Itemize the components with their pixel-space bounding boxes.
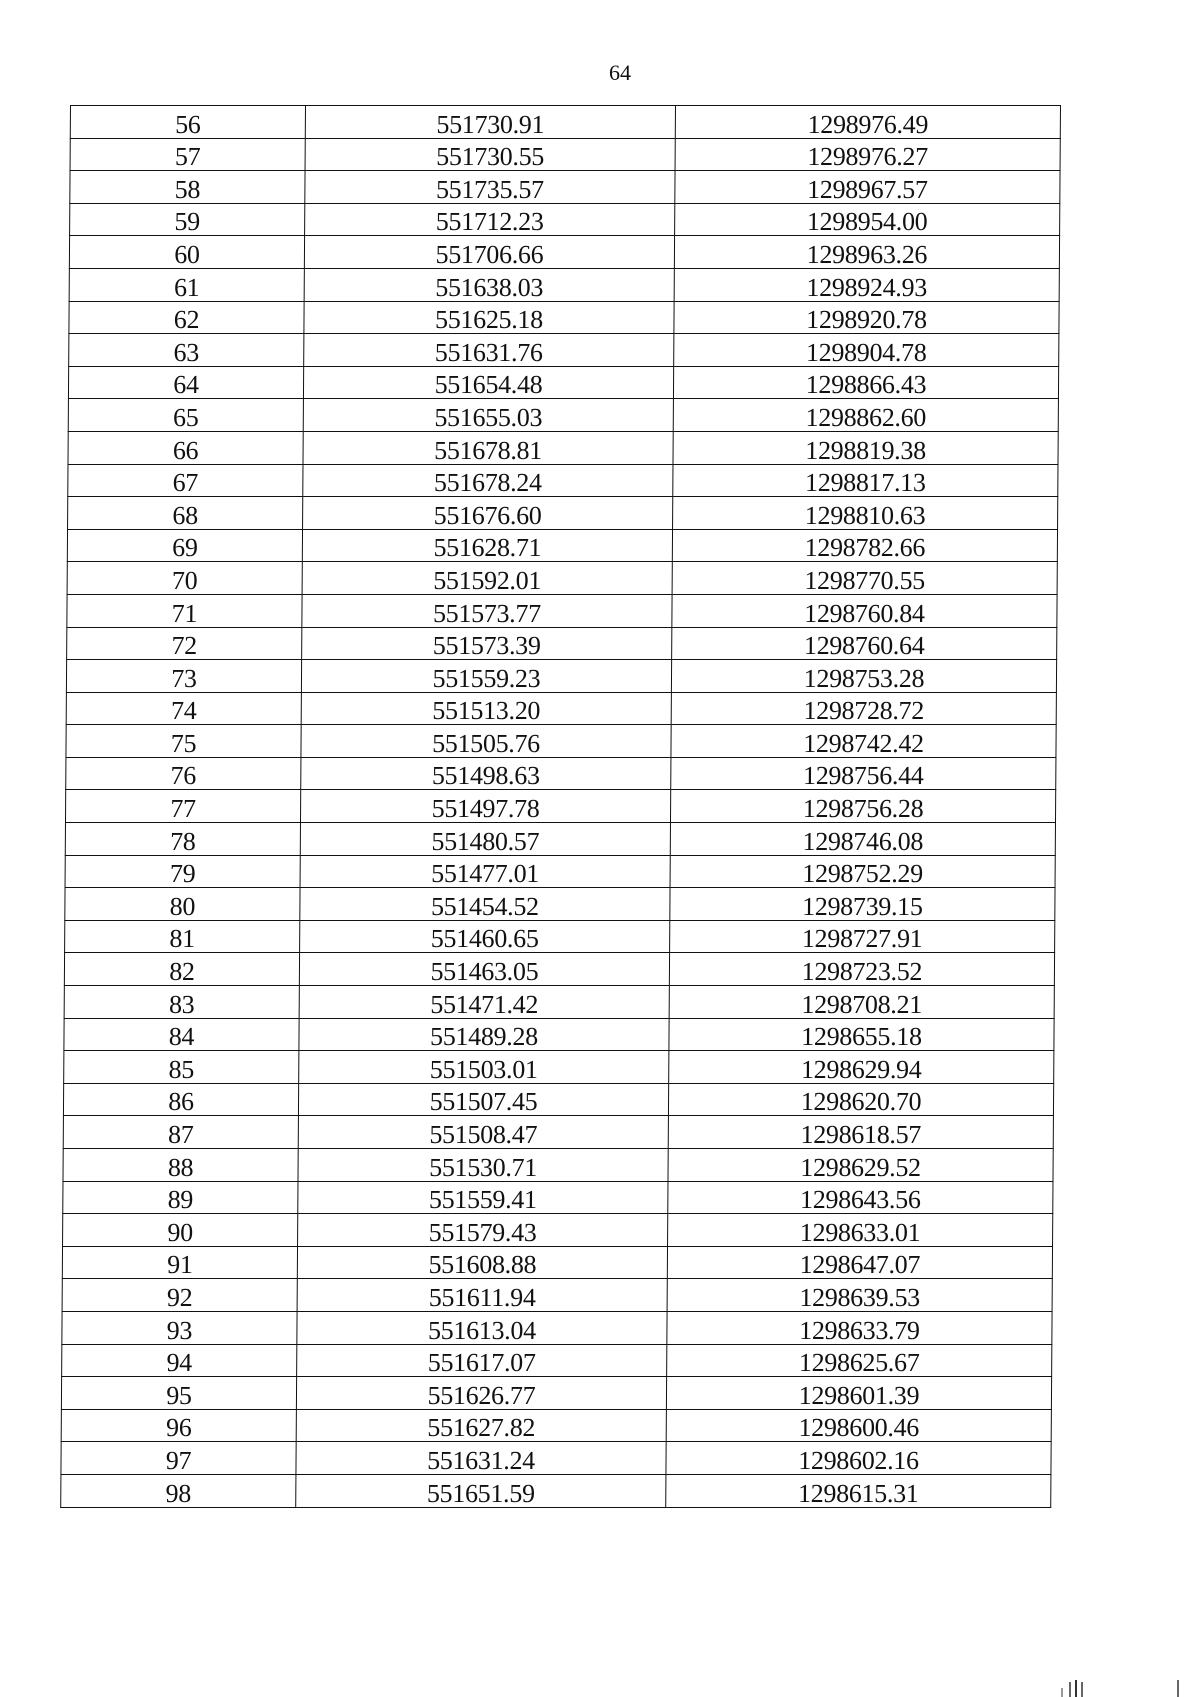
point-number-cell: 95 [61, 1377, 296, 1410]
point-number-cell: 97 [61, 1442, 296, 1475]
table-row [67, 594, 1057, 627]
x-coordinate-cell: 551503.01 [299, 1051, 669, 1084]
x-coordinate-cell: 551530.71 [298, 1149, 668, 1182]
table-row [68, 431, 1058, 464]
y-coordinate-cell: 1298760.64 [672, 627, 1057, 660]
table-row [62, 1279, 1052, 1312]
y-coordinate-cell: 1298760.84 [672, 594, 1057, 627]
y-coordinate-cell: 1298602.16 [666, 1442, 1051, 1475]
point-number-cell: 85 [64, 1051, 299, 1084]
table-row [65, 920, 1055, 953]
y-coordinate-cell: 1298819.38 [673, 431, 1058, 464]
point-number-cell: 82 [64, 953, 299, 986]
y-coordinate-cell: 1298708.21 [669, 986, 1054, 1019]
table-row [61, 1409, 1051, 1442]
y-coordinate-cell: 1298746.08 [670, 823, 1055, 856]
x-coordinate-cell: 551678.24 [303, 464, 673, 497]
x-coordinate-cell: 551508.47 [298, 1116, 668, 1149]
table-row [62, 1311, 1052, 1344]
point-number-cell: 77 [65, 790, 300, 823]
y-coordinate-cell: 1298618.57 [668, 1116, 1053, 1149]
table-row [63, 1214, 1053, 1247]
point-number-cell: 87 [63, 1116, 298, 1149]
table-row [61, 1377, 1051, 1410]
table-row [68, 464, 1058, 497]
table-row [64, 953, 1054, 986]
x-coordinate-cell: 551631.76 [304, 334, 674, 367]
table-row [68, 399, 1058, 432]
y-coordinate-cell: 1298866.43 [673, 366, 1058, 399]
table-row [68, 366, 1058, 399]
y-coordinate-cell: 1298924.93 [674, 268, 1059, 301]
point-number-cell: 65 [68, 399, 303, 432]
table-row [69, 236, 1059, 269]
point-number-cell: 75 [66, 725, 301, 758]
point-number-cell: 81 [65, 920, 300, 953]
x-coordinate-cell: 551638.03 [304, 268, 674, 301]
x-coordinate-cell: 551608.88 [297, 1246, 667, 1279]
x-coordinate-cell: 551730.55 [305, 138, 675, 171]
y-coordinate-cell: 1298954.00 [675, 203, 1060, 236]
x-coordinate-cell: 551625.18 [304, 301, 674, 334]
table-row [66, 725, 1056, 758]
x-coordinate-cell: 551651.59 [296, 1474, 666, 1507]
point-number-cell: 92 [62, 1279, 297, 1312]
table-row [64, 986, 1054, 1019]
x-coordinate-cell: 551678.81 [303, 431, 673, 464]
y-coordinate-cell: 1298976.27 [675, 138, 1060, 171]
point-number-cell: 96 [61, 1409, 296, 1442]
point-number-cell: 78 [65, 823, 300, 856]
page-number: 64 [609, 60, 631, 85]
table-row [69, 301, 1059, 334]
x-coordinate-cell: 551655.03 [303, 399, 673, 432]
y-coordinate-cell: 1298600.46 [666, 1409, 1051, 1442]
table-row [66, 757, 1056, 790]
x-coordinate-cell: 551480.57 [300, 823, 670, 856]
y-coordinate-cell: 1298727.91 [670, 920, 1055, 953]
table-row [64, 1051, 1054, 1084]
table-row [65, 855, 1055, 888]
table-row [68, 497, 1058, 530]
point-number-cell: 73 [66, 660, 301, 693]
y-coordinate-cell: 1298752.29 [670, 855, 1055, 888]
table-row [65, 888, 1055, 921]
x-coordinate-cell: 551735.57 [305, 171, 675, 204]
table-row [63, 1083, 1053, 1116]
x-coordinate-cell: 551489.28 [299, 1018, 669, 1051]
y-coordinate-cell: 1298810.63 [673, 497, 1058, 530]
coordinate-table-body [61, 106, 1061, 1508]
point-number-cell: 89 [63, 1181, 298, 1214]
x-coordinate-cell: 551513.20 [301, 692, 671, 725]
table-row [70, 106, 1060, 139]
point-number-cell: 71 [67, 594, 302, 627]
y-coordinate-cell: 1298728.72 [671, 692, 1056, 725]
table-row [63, 1149, 1053, 1182]
point-number-cell: 91 [62, 1246, 297, 1279]
point-number-cell: 98 [61, 1474, 296, 1507]
x-coordinate-cell: 551460.65 [300, 920, 670, 953]
y-coordinate-cell: 1298904.78 [674, 334, 1059, 367]
y-coordinate-cell: 1298629.94 [669, 1051, 1054, 1084]
x-coordinate-cell: 551592.01 [302, 562, 672, 595]
y-coordinate-cell: 1298647.07 [667, 1246, 1052, 1279]
y-coordinate-cell: 1298633.79 [667, 1311, 1052, 1344]
point-number-cell: 59 [70, 203, 305, 236]
table-row [70, 203, 1060, 236]
y-coordinate-cell: 1298723.52 [669, 953, 1054, 986]
x-coordinate-cell: 551730.91 [305, 106, 675, 139]
point-number-cell: 79 [65, 855, 300, 888]
point-number-cell: 68 [68, 497, 303, 530]
point-number-cell: 64 [68, 366, 303, 399]
y-coordinate-cell: 1298817.13 [673, 464, 1058, 497]
point-number-cell: 66 [68, 431, 303, 464]
x-coordinate-cell: 551505.76 [301, 725, 671, 758]
y-coordinate-cell: 1298756.44 [671, 757, 1056, 790]
coordinate-table [60, 105, 1061, 1508]
point-number-cell: 67 [68, 464, 303, 497]
y-coordinate-cell: 1298770.55 [672, 562, 1057, 595]
table-row [70, 171, 1060, 204]
y-coordinate-cell: 1298615.31 [666, 1474, 1051, 1507]
y-coordinate-cell: 1298601.39 [666, 1377, 1051, 1410]
y-coordinate-cell: 1298976.49 [675, 106, 1060, 139]
point-number-cell: 86 [63, 1083, 298, 1116]
y-coordinate-cell: 1298643.56 [668, 1181, 1053, 1214]
y-coordinate-cell: 1298655.18 [669, 1018, 1054, 1051]
y-coordinate-cell: 1298756.28 [670, 790, 1055, 823]
scan-marks-decoration [1060, 1676, 1190, 1697]
table-row [62, 1344, 1052, 1377]
y-coordinate-cell: 1298620.70 [668, 1083, 1053, 1116]
point-number-cell: 57 [70, 138, 305, 171]
table-row [66, 692, 1056, 725]
y-coordinate-cell: 1298967.57 [675, 171, 1060, 204]
x-coordinate-cell: 551463.05 [299, 953, 669, 986]
point-number-cell: 83 [64, 986, 299, 1019]
y-coordinate-cell: 1298920.78 [674, 301, 1059, 334]
y-coordinate-cell: 1298963.26 [674, 236, 1059, 269]
x-coordinate-cell: 551559.23 [301, 660, 671, 693]
x-coordinate-cell: 551573.77 [302, 594, 672, 627]
table-row [65, 790, 1055, 823]
table-row [61, 1442, 1051, 1475]
point-number-cell: 88 [63, 1149, 298, 1182]
x-coordinate-cell: 551471.42 [299, 986, 669, 1019]
x-coordinate-cell: 551627.82 [296, 1409, 666, 1442]
table-row [70, 138, 1060, 171]
x-coordinate-cell: 551712.23 [305, 203, 675, 236]
point-number-cell: 72 [67, 627, 302, 660]
point-number-cell: 58 [70, 171, 305, 204]
y-coordinate-cell: 1298862.60 [673, 399, 1058, 432]
table-row [67, 627, 1057, 660]
table-row [67, 529, 1057, 562]
point-number-cell: 74 [66, 692, 301, 725]
point-number-cell: 93 [62, 1311, 297, 1344]
point-number-cell: 84 [64, 1018, 299, 1051]
x-coordinate-cell: 551611.94 [297, 1279, 667, 1312]
y-coordinate-cell: 1298739.15 [670, 888, 1055, 921]
y-coordinate-cell: 1298633.01 [668, 1214, 1053, 1247]
point-number-cell: 69 [67, 529, 302, 562]
y-coordinate-cell: 1298782.66 [672, 529, 1057, 562]
x-coordinate-cell: 551507.45 [298, 1083, 668, 1116]
point-number-cell: 90 [63, 1214, 298, 1247]
point-number-cell: 63 [69, 334, 304, 367]
table-row [61, 1474, 1051, 1507]
y-coordinate-cell: 1298753.28 [671, 660, 1056, 693]
x-coordinate-cell: 551559.41 [298, 1181, 668, 1214]
table-row [63, 1116, 1053, 1149]
point-number-cell: 61 [69, 268, 304, 301]
table-row [67, 562, 1057, 595]
x-coordinate-cell: 551477.01 [300, 855, 670, 888]
y-coordinate-cell: 1298742.42 [671, 725, 1056, 758]
y-coordinate-cell: 1298629.52 [668, 1149, 1053, 1182]
point-number-cell: 56 [70, 106, 305, 139]
point-number-cell: 70 [67, 562, 302, 595]
table-row [63, 1181, 1053, 1214]
x-coordinate-cell: 551617.07 [297, 1344, 667, 1377]
x-coordinate-cell: 551628.71 [302, 529, 672, 562]
x-coordinate-cell: 551579.43 [298, 1214, 668, 1247]
point-number-cell: 80 [65, 888, 300, 921]
y-coordinate-cell: 1298625.67 [667, 1344, 1052, 1377]
point-number-cell: 76 [66, 757, 301, 790]
x-coordinate-cell: 551613.04 [297, 1311, 667, 1344]
x-coordinate-cell: 551676.60 [303, 497, 673, 530]
table-row [64, 1018, 1054, 1051]
x-coordinate-cell: 551573.39 [302, 627, 672, 660]
x-coordinate-cell: 551654.48 [303, 366, 673, 399]
table-row [69, 268, 1059, 301]
table-row [69, 334, 1059, 367]
x-coordinate-cell: 551497.78 [300, 790, 670, 823]
point-number-cell: 94 [62, 1344, 297, 1377]
x-coordinate-cell: 551626.77 [296, 1377, 666, 1410]
x-coordinate-cell: 551454.52 [300, 888, 670, 921]
point-number-cell: 60 [69, 236, 304, 269]
y-coordinate-cell: 1298639.53 [667, 1279, 1052, 1312]
table-row [65, 823, 1055, 856]
x-coordinate-cell: 551631.24 [296, 1442, 666, 1475]
x-coordinate-cell: 551498.63 [301, 757, 671, 790]
point-number-cell: 62 [69, 301, 304, 334]
table-row [62, 1246, 1052, 1279]
table-row [66, 660, 1056, 693]
x-coordinate-cell: 551706.66 [304, 236, 674, 269]
